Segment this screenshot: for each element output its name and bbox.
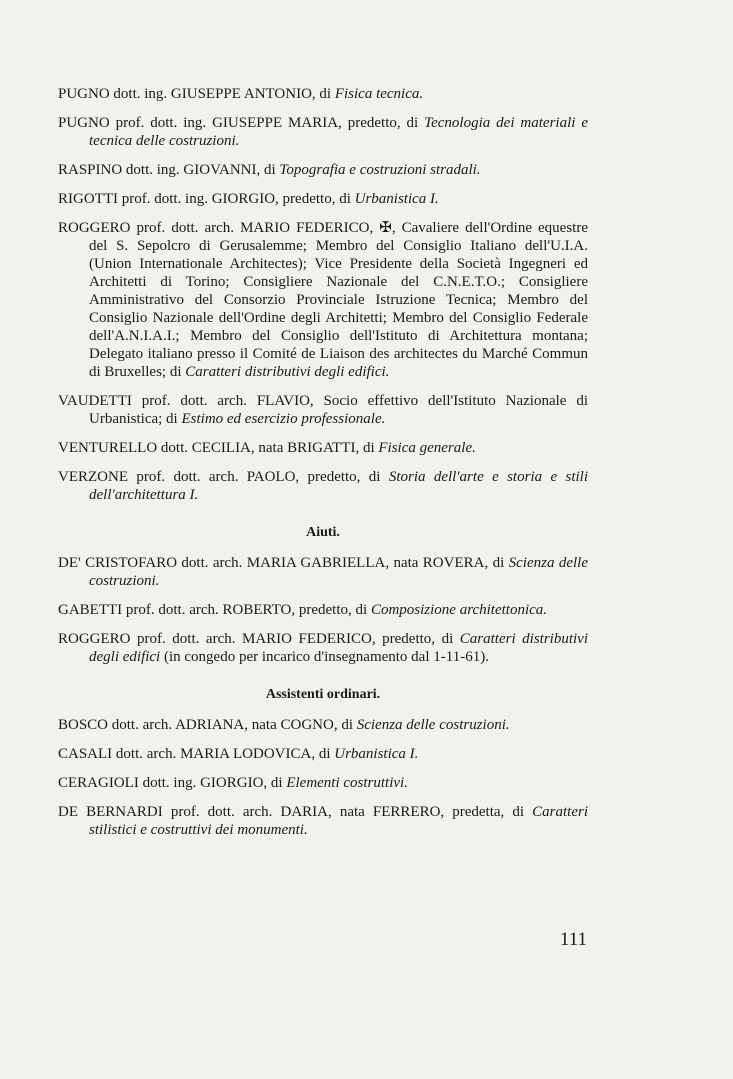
page-content <box>58 85 588 850</box>
list-item: RIGOTTI prof. dott. ing. GIORGIO, predetto, di Urbanistica I. <box>58 191 439 207</box>
section-heading-aiuti: Aiuti. <box>306 525 340 540</box>
list-item: GABETTI prof. dott. arch. ROBERTO, predetto, di Composizione architettonica. <box>58 602 548 618</box>
aiuti-list <box>58 554 588 666</box>
section-heading-assistenti: Assistenti ordinari. <box>265 687 381 702</box>
list-item: PUGNO dott. ing. GIUSEPPE ANTONIO, di Fisica tecnica. <box>58 86 424 102</box>
list-item: VERZONE prof. dott. arch. PAOLO, predetto, di Storia dell'arte e storia e stili dell'architettura I. <box>58 469 588 503</box>
list-item: DE' CRISTOFARO dott. arch. MARIA GABRIELLA, nata ROVERA, di Scienza delle costruzioni. <box>58 555 588 589</box>
list-item: VAUDETTI prof. dott. arch. FLAVIO, Socio effettivo dell'Istituto Nazionale di Urbanistica; di Estimo ed esercizio professionale. <box>58 393 588 427</box>
list-item: VENTURELLO dott. CECILIA, nata BRIGATTI, di Fisica generale. <box>58 440 476 456</box>
list-item: RASPINO dott. ing. GIOVANNI, di Topografia e costruzioni stradali. <box>58 162 481 178</box>
list-item: PUGNO prof. dott. ing. GIUSEPPE MARIA, predetto, di Tecnologia dei materiali e tecnica delle costruzioni. <box>58 115 588 149</box>
list-item: ROGGERO prof. dott. arch. MARIO FEDERICO, predetto, di Caratteri distributivi degli edifici (in congedo per incarico d'insegnamento dal 1-11-61). <box>58 631 588 665</box>
list-item: CASALI dott. arch. MARIA LODOVICA, di Urbanistica I. <box>58 746 419 762</box>
list-item: DE BERNARDI prof. dott. arch. DARIA, nata FERRERO, predetta, di Caratteri stilistici e costruttivi dei monumenti. <box>58 804 588 838</box>
list-item: BOSCO dott. arch. ADRIANA, nata COGNO, di Scienza delle costruzioni. <box>58 717 510 733</box>
assistenti-list <box>58 716 588 839</box>
list-item: CERAGIOLI dott. ing. GIORGIO, di Elementi costruttivi. <box>58 775 408 791</box>
page-number: 111 <box>559 929 587 950</box>
list-item: ROGGERO prof. dott. arch. MARIO FEDERICO, ✠, Cavaliere dell'Ordine equestre del S. Sepolcro di Gerusalemme; Membro del Consiglio Italiano dell'U.I.A. (Union Internationale Architectes); Vice Presidente della Società Ingegneri ed Architetti di Torino; Consigliere Nazionale del C.N.E.T.O.; Consigliere Amministrativo del Consorzio Provinciale Istruzione Tecnica; Membro del Consiglio Nazionale dell'Ordine degli Architetti; Membro del Consiglio Federale dell'A.N.I.A.I.; Membro del Consiglio dell'Istituto di Architettura montana; Delegato italiano presso il Comité de Liaison des architectes du Marché Commun di Bruxelles; di Caratteri distributivi degli edifici. <box>58 220 588 380</box>
faculty-list <box>58 85 588 504</box>
